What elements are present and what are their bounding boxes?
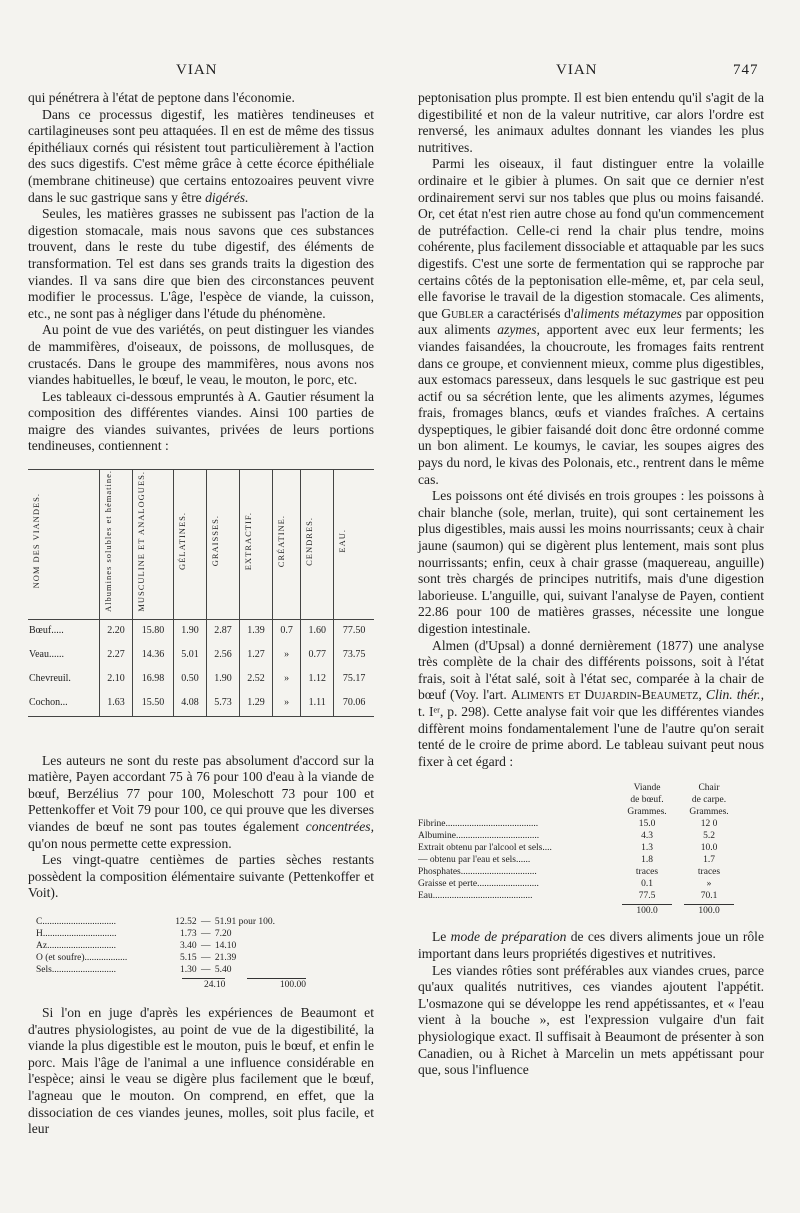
table-cell: 15.80 xyxy=(132,619,173,644)
text-run: t. Iᵉʳ, p. 298). Cette analyse fait voir que les différentes viandes diffèrent moins fondamentalement l'une de l'autre qu'on serait tenté de le croire de prime abord. Le tableau suivant peut nous fixer à cet égard : xyxy=(418,703,764,769)
table-cell: 1.90 xyxy=(206,668,239,692)
table-cell: 10.0 xyxy=(700,843,718,854)
table-row xyxy=(418,818,764,830)
table-header-label: CENDRES. xyxy=(304,516,315,566)
table-cell: 1.12 xyxy=(301,668,334,692)
table-cell: 5.2 xyxy=(703,831,715,842)
table-cell: 70.1 xyxy=(700,891,718,902)
table-cell: 21.39 xyxy=(214,952,237,963)
table-header-label: EAU. xyxy=(337,529,348,553)
author-name: Gubler xyxy=(441,305,484,321)
composition-table xyxy=(28,469,374,717)
text-run: Parmi les oiseaux, il faut distinguer entre la volaille ordinaire et le gibier à plumes. On sait que ce dernier n'est ordinairement servi sur nos tables que plus ou moins faisandé. Or, cet état n'est rien autre chose au fond qu'un commencement de putréfaction. Celle-ci rend la chair plus tendre, moins cohérente, plus facilement dissociable et attaquable par les sucs digestifs. C'est une sorte de fermentation qui se rapproche par certains côtés de la peptonisation elle-même, et, par cela seul, elle favorise le travail de la digestion stomacale. Ces aliments, que xyxy=(418,156,764,321)
table-row xyxy=(418,830,764,842)
table-header: de carpe. xyxy=(691,795,727,806)
table-cell: — obtenu par l'eau et sels...... xyxy=(418,855,531,866)
table-cell: » xyxy=(272,668,300,692)
table-cell: 1.30 xyxy=(180,964,197,975)
table-cell: — xyxy=(201,928,211,939)
table-header-label: EXTRACTIF. xyxy=(242,511,253,571)
table-cell: Phosphates................................ xyxy=(418,867,537,878)
paragraph: Les vingt-quatre centièmes de parties sèches restants possèdent la composition élémentaire suivante (Pettenkoffer et Voit). xyxy=(28,852,374,901)
table-cell: 2.87 xyxy=(206,619,239,644)
table-cell: Eau.......................................... xyxy=(418,891,533,902)
paragraph xyxy=(418,156,764,488)
table-cell: 5.01 xyxy=(174,644,207,668)
table-cell: Bœuf..... xyxy=(29,625,64,637)
table-cell: 77.50 xyxy=(334,619,374,644)
table-header: Grammes. xyxy=(689,807,729,818)
table-total: 100.0 xyxy=(684,904,734,917)
table-cell: Az............................. xyxy=(36,940,116,951)
table-row xyxy=(418,890,764,902)
table-row xyxy=(28,644,374,668)
table-row xyxy=(28,619,374,644)
table-row xyxy=(36,964,306,976)
text-run: Le xyxy=(432,929,447,945)
table-cell: 12 0 xyxy=(700,819,718,830)
text-run: par opposition aux aliments xyxy=(418,305,764,338)
emphasis: digérés. xyxy=(205,189,249,205)
right-running-head: VIAN xyxy=(556,62,598,78)
table-cell: 0.7 xyxy=(272,619,300,644)
text-run: apportent avec eux leur ferments; les viandes faisandées, la choucroute, les fromages faits rentrent dans ce groupe, et conviennent mieux, comme plus digestibles, aux estomacs paresseux, dans lesquels le suc gastrique est peu actif ou sa sécrétion lente, que les aliments azymes, légumes frais, fromages blancs, œufs et viandes fraîches. A certains dyspeptiques, le gibier faisandé doit donc être ordonné comme un bon aliment. Le koumys, le caviar, les soupes aigres des pays du nord, le kivas des Polonais, etc., rentrent dans le même cas. xyxy=(418,322,764,487)
table-cell: 5.15 xyxy=(180,952,197,963)
table-cell: — xyxy=(201,940,211,951)
table-total: 100.0 xyxy=(622,904,672,917)
paragraph xyxy=(28,107,374,207)
table-header: Grammes. xyxy=(627,807,667,818)
emphasis: azymes, xyxy=(497,322,540,338)
table-cell: Fibrine....................................... xyxy=(418,819,539,830)
table-cell: 2.10 xyxy=(100,668,133,692)
table-header xyxy=(28,470,100,620)
table-total: 24.10 xyxy=(182,978,225,991)
table-cell: 2.20 xyxy=(100,619,133,644)
paragraph: Si l'on en juge d'après les expériences de Beaumont et d'autres physiologistes, au point de vue de la digestibilité, la viande la plus digestible est le mouton, puis le bœuf, et enfin le porc. Mais l'âge de l'animal a une influence considérable en l'espèce; ainsi le veau se digère plus facilement que le bœuf, l'agneau que le mouton. On comprend, en effet, que la dissociation de ces viandes jeunes, molles, soit plus facile, et leur xyxy=(28,1004,374,1137)
emphasis: Clin. thér., xyxy=(705,687,764,703)
table-header xyxy=(301,470,334,620)
table-cell: 15.0 xyxy=(638,819,656,830)
table-cell: 4.08 xyxy=(174,692,207,717)
paragraph: Les tableaux ci-dessous empruntés à A. Gautier résument la composition des différentes viandes. Ainsi 100 parties de maigre des viandes suivantes, privées de leurs portions tendineuses, contiennent : xyxy=(28,388,374,454)
table-header xyxy=(272,470,300,620)
table-header xyxy=(174,470,207,620)
table-row xyxy=(36,916,306,928)
table-row xyxy=(28,668,374,692)
text-run: Dans ce processus digestif, les matières tendineuses et cartilagineuses sont peu attaquées. Il en est de même des tissus épithéliaux cornés qui résistent tout particulièrement à l'action des sucs digestifs. C'est même grâce à cette écorce épithéliale (membrane chitineuse) que certains entozoaires peuvent vivre dans le suc gastrique sans y être xyxy=(28,106,374,205)
table-cell: 73.75 xyxy=(334,644,374,668)
table-header xyxy=(100,470,133,620)
table-cell: Chevreuil. xyxy=(29,673,71,685)
table-cell: 1.8 xyxy=(641,855,653,866)
table-cell: — xyxy=(201,952,211,963)
text-run: de ces divers aliments joue un rôle important dans leurs propriétés digestives et nutritives. xyxy=(418,929,764,961)
table-cell: Veau...... xyxy=(29,649,64,661)
table-header: de bœuf. xyxy=(630,795,664,806)
table-cell: 1.63 xyxy=(100,692,133,717)
left-running-head: VIAN xyxy=(176,62,218,78)
table-cell: H............................... xyxy=(36,928,117,939)
emphasis: aliments métazymes xyxy=(573,305,682,321)
table-row xyxy=(36,940,306,952)
page-number: 747 xyxy=(733,62,759,78)
table-row xyxy=(36,952,306,964)
table-cell: 5.73 xyxy=(206,692,239,717)
paragraph: Les viandes rôties sont préférables aux viandes crues, parce qu'aux qualités nutritives, ces viandes ajoutent l'appétit. L'osmazone qui se développe les rend appétissantes, et « l'eau vient à la bouche », est l'expression vulgaire d'un fait physiologique exact. Il suffisait à Beaumont de présenter à son Canadien, ou à Richet à Marcelin un mets appétissant pour que, sous l'influence xyxy=(418,962,764,1078)
table-cell: Cochon... xyxy=(28,692,100,717)
table-cell: 1.29 xyxy=(239,692,272,717)
left-column xyxy=(28,90,374,1138)
table-header xyxy=(239,470,272,620)
table-cell: 2.27 xyxy=(100,644,133,668)
table-total: 100.00 xyxy=(247,978,306,991)
table-cell: — xyxy=(201,916,211,927)
table-cell: 14.36 xyxy=(132,644,173,668)
table-row xyxy=(418,878,764,890)
table-cell: 51.91 pour 100. xyxy=(214,916,276,927)
table-total-row xyxy=(36,978,306,991)
table-cell: » xyxy=(272,644,300,668)
paragraph xyxy=(28,753,374,853)
table-cell: 2.52 xyxy=(239,668,272,692)
text-run: qu'on nous permette cette expression. xyxy=(28,835,232,851)
table-header xyxy=(132,470,173,620)
table-cell: Graisse et perte.......................... xyxy=(418,879,539,890)
table-header: Viande xyxy=(633,783,661,794)
table-header-row xyxy=(418,782,764,794)
table-header xyxy=(206,470,239,620)
table-cell: 4.3 xyxy=(641,831,653,842)
table-cell: 16.98 xyxy=(132,668,173,692)
table-total-row xyxy=(418,904,764,917)
table-header xyxy=(334,470,374,620)
text-run: Les auteurs ne sont du reste pas absolument d'accord sur la matière, Payen accordant 75 à 76 pour 100 d'eau à la viande de bœuf, Berzélius 77 pour 100, Moleschott 73 pour 100 et Pettenkoffer et Voit 79 pour 100, ce qui prouve que les diverses viandes de bœuf ne sont pas toutes également xyxy=(28,752,374,834)
table-header-label: GÉLATINES. xyxy=(177,512,187,570)
table-cell: 1.60 xyxy=(301,619,334,644)
table-cell: 14.10 xyxy=(214,940,237,951)
text-run: Almen (d'Upsal) a donné dernièrement (1877) une analyse très complète de la chair des différents poissons, soit à l'état frais, soit à l'état salé, soit à l'état sec, comparée à la chair de bœuf (Voy. l'art. xyxy=(418,637,764,703)
table-header-label: GRAISSES. xyxy=(209,515,220,567)
table-cell: 1.11 xyxy=(301,692,334,717)
table-cell: traces xyxy=(697,867,721,878)
table-cell: 1.27 xyxy=(239,644,272,668)
table-header-row xyxy=(418,794,764,806)
elemental-composition-table xyxy=(36,916,306,991)
table-cell: Sels........................... xyxy=(36,964,116,975)
table-cell: 0.50 xyxy=(174,668,207,692)
table-row xyxy=(418,842,764,854)
table-cell: 5.40 xyxy=(214,964,232,975)
paragraph: Seules, les matières grasses ne subissent pas l'action de la digestion stomacale, mais nous savons que ces substances trouvent, dans le reste du tube digestif, des éléments de transformation. Tel est dans ses grands traits la digestion des viandes. Il va sans dire que bien des circonstances peuvent modifier le processus. L'âge, l'espèce de viande, la cuisson, etc., ne sont pas à négliger dans l'étude du phénomène. xyxy=(28,206,374,321)
table-cell: O (et soufre).................. xyxy=(36,952,128,963)
table-cell: 75.17 xyxy=(334,668,374,692)
table-row xyxy=(418,854,764,866)
table-cell: Extrait obtenu par l'alcool et sels.... xyxy=(418,843,552,854)
table-cell: 1.3 xyxy=(641,843,653,854)
emphasis: mode de préparation xyxy=(450,929,567,945)
table-row xyxy=(28,692,374,717)
table-cell: » xyxy=(706,879,712,890)
table-cell: 7.20 xyxy=(214,928,232,939)
table-cell: 0.77 xyxy=(301,644,334,668)
table-header-label: MUSCULINE ET ANALOGUES. xyxy=(135,470,146,612)
table-cell: 2.56 xyxy=(206,644,239,668)
table-header-row xyxy=(418,806,764,818)
paragraph: Les poissons ont été divisés en trois groupes : les poissons à chair blanche (sole, merlan, truite), qui sont certainement les plus digestibles, mais aussi les moins nourrissants; ceux à chair jaune (saumon) qui se digèrent plus lentement, mais sont plus nourrissants; enfin, ceux à chair grasse (maquereau, anguille) sont très chargés de principes nutritifs, mais d'une digestion laborieuse. L'anguille, qui, suivant l'analyse de Payen, contient 22.86 pour 100 de matières grasses, nécessite une longue digestion intestinale. xyxy=(418,488,764,636)
right-column xyxy=(418,90,764,1079)
table-row xyxy=(418,866,764,878)
table-cell: 1.90 xyxy=(174,619,207,644)
paragraph: qui pénétrera à l'état de peptone dans l'économie. xyxy=(28,90,295,105)
fish-comparison-table xyxy=(418,782,764,917)
text-run: a caractérisés d' xyxy=(487,305,574,321)
table-cell: » xyxy=(272,692,300,717)
table-cell: Albumine................................... xyxy=(418,831,540,842)
table-cell: 3.40 xyxy=(180,940,197,951)
table-cell: 0.1 xyxy=(641,879,653,890)
table-row xyxy=(36,928,306,940)
table-cell: 1.7 xyxy=(703,855,715,866)
table-cell: 1.39 xyxy=(239,619,272,644)
table-cell: 70.06 xyxy=(334,692,374,717)
table-cell: traces xyxy=(635,867,659,878)
paragraph xyxy=(418,929,764,962)
table-header-label: Albumines solubles et hématine. xyxy=(103,470,113,613)
table-cell: 15.50 xyxy=(132,692,173,717)
table-header-label: CRÉATINE. xyxy=(275,514,286,568)
paragraph: peptonisation plus prompte. Il est bien entendu qu'il s'agit de la digestibilité et non de la valeur nutritive, car alors l'ordre est renversé, les animaux adultes donnant les viandes les plus nutritives. xyxy=(418,90,764,155)
table-header-label: NOM DES VIANDES. xyxy=(31,493,41,589)
emphasis: concentrées, xyxy=(305,818,374,834)
paragraph xyxy=(418,638,764,771)
table-cell: C............................... xyxy=(36,916,116,927)
table-header: Chair xyxy=(698,783,720,794)
paragraph: Au point de vue des variétés, on peut distinguer les viandes de mammifères, d'oiseaux, de poissons, de mollusques, de crustacés. Dans le groupe des mammifères, nous avons nos viandes habituelles, le bœuf, le veau, le mouton, le porc, etc. xyxy=(28,322,374,388)
table-cell: 77.5 xyxy=(638,891,656,902)
reference: Aliments et Dujardin-Beaumetz, xyxy=(510,687,702,703)
table-cell: 12.52 xyxy=(175,916,197,927)
table-cell: 1.73 xyxy=(180,928,197,939)
table-cell: — xyxy=(201,964,211,975)
